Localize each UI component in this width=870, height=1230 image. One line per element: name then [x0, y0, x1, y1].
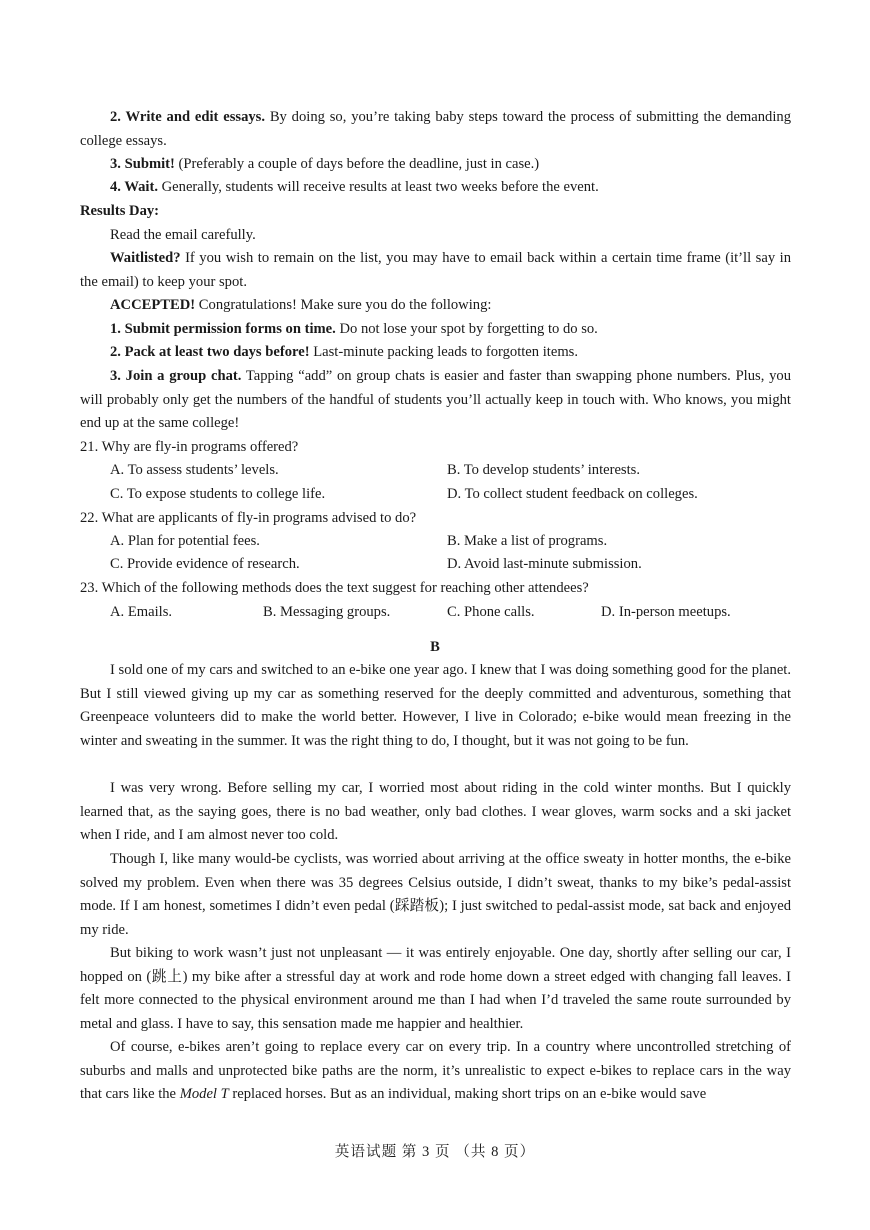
question-22-option-b: B. Make a list of programs.: [447, 533, 608, 549]
section-b-paragraph-1: I sold one of my cars and switched to an e-bike one year ago. I knew that I was doing something good for the planet. But I still viewed giving up my car as something reserved for the deeply committed and adventurous, something that Greenpeace volunteers did to make the world better. However, I live in Colorado; e-bike would mean freezing in the winter and sweating in the summer. It was the right thing to do, I thought, but it was not going to be fun.: [80, 662, 791, 749]
section-b-heading: B: [430, 639, 440, 655]
accepted-item-2: [80, 341, 791, 365]
model-t-italic: Model T: [179, 1086, 229, 1102]
question-22-option-d: D. Avoid last-minute submission.: [447, 556, 642, 572]
step-4-title: 4. Wait.: [110, 179, 158, 195]
read-email-line: Read the email carefully.: [110, 227, 256, 243]
step-2-title: 2. Write and edit essays.: [110, 109, 265, 125]
accepted-text: Congratulations! Make sure you do the following:: [195, 297, 492, 313]
question-23-stem: 23. Which of the following methods does the text suggest for reaching other attendees?: [80, 580, 589, 596]
question-21-option-c: C. To expose students to college life.: [110, 486, 326, 502]
question-22-option-a: A. Plan for potential fees.: [110, 533, 260, 549]
waitlisted-text: If you wish to remain on the list, you may have to email back within a certain time frame (it’ll say in the email) to keep your spot.: [80, 250, 791, 290]
accepted-item-3-title: 3. Join a group chat.: [110, 368, 242, 384]
step-3-paragraph: [80, 153, 791, 177]
section-b-paragraph-5-part-2: replaced horses. But as an individual, making short trips on an e-bike would save: [228, 1086, 707, 1102]
question-22-option-c: C. Provide evidence of research.: [110, 556, 300, 572]
accepted-title: ACCEPTED!: [110, 297, 196, 313]
section-b-paragraph-4: But biking to work wasn’t just not unpleasant — it was entirely enjoyable. One day, shortly after selling our car, I hopped on (跳上) my bike after a stressful day at work and rode home down a street edged with changing fall leaves. I felt more connected to the physical environment around me than I had when I’d traveled the same route surrounded by metal and glass. I have to say, this sensation made me happier and healthier.: [80, 945, 791, 1032]
question-23-option-d: D. In-person meetups.: [601, 604, 731, 620]
accepted-item-1-text: Do not lose your spot by forgetting to do so.: [335, 321, 598, 337]
accepted-item-1-title: 1. Submit permission forms on time.: [110, 321, 336, 337]
results-day-heading: Results Day:: [80, 203, 160, 219]
question-21-option-a: A. To assess students’ levels.: [110, 462, 279, 478]
section-b-paragraph-3: Though I, like many would-be cyclists, was worried about arriving at the office sweaty in hotter months, the e-bike solved my problem. Even when there was 35 degrees Celsius outside, I didn’t sweat, thanks to my bike’s pedal-assist mode. If I am honest, sometimes I didn’t even pedal (踩踏板); I just switched to pedal-assist mode, sat back and enjoyed my ride.: [80, 851, 791, 938]
accepted-item-1: [80, 318, 791, 342]
accepted-item-3-text: Tapping “add” on group chats is easier and faster than swapping phone numbers. Plus, you will probably only get the numbers of the handful of students you’ll actually keep in touch with. Who knows, you might end up at the same college!: [80, 368, 791, 431]
step-2-paragraph: [80, 106, 791, 153]
accepted-item-2-text: Last-minute packing leads to forgotten items.: [309, 344, 579, 360]
waitlisted-title: Waitlisted?: [110, 250, 181, 266]
accepted-item-3: [80, 365, 791, 436]
question-21-option-b: B. To develop students’ interests.: [447, 462, 640, 478]
accepted-item-2-title: 2. Pack at least two days before!: [110, 344, 310, 360]
question-23-option-b: B. Messaging groups.: [263, 604, 391, 620]
step-2-text: By doing so, you’re taking baby steps toward the process of submitting the demanding college essays.: [80, 109, 791, 149]
page-footer: 英语试题 第 3 页 （共 8 页）: [334, 1144, 536, 1160]
step-4-paragraph: [80, 176, 791, 200]
step-3-title: 3. Submit!: [110, 156, 175, 172]
question-21-stem: 21. Why are fly-in programs offered?: [80, 439, 299, 455]
question-23-option-c: C. Phone calls.: [447, 604, 535, 620]
accepted-paragraph: [80, 294, 791, 318]
section-b-paragraph-2: I was very wrong. Before selling my car, I worried most about riding in the cold winter months. But I quickly learned that, as the saying goes, there is no bad weather, only bad clothes. I wear gloves, warm socks and a ski jacket when I ride, and I am almost never too cold.: [80, 780, 791, 843]
step-4-text: Generally, students will receive results at least two weeks before the event.: [157, 179, 599, 195]
section-b-paragraph-5-part-1: Of course, e-bikes aren’t going to replace every car on every trip. In a country where uncontrolled stretching of suburbs and malls and unprotected bike paths are the norm, it’s unrealistic to expect e-bikes to replace cars in the way that cars like the: [80, 1039, 791, 1102]
question-23-option-a: A. Emails.: [110, 604, 173, 620]
section-b-paragraph-5: [80, 1036, 791, 1107]
waitlisted-paragraph: [80, 247, 791, 294]
step-3-text: (Preferably a couple of days before the deadline, just in case.): [174, 156, 540, 172]
question-21-option-d: D. To collect student feedback on colleges.: [447, 486, 698, 502]
question-22-stem: 22. What are applicants of fly-in programs advised to do?: [80, 510, 417, 526]
